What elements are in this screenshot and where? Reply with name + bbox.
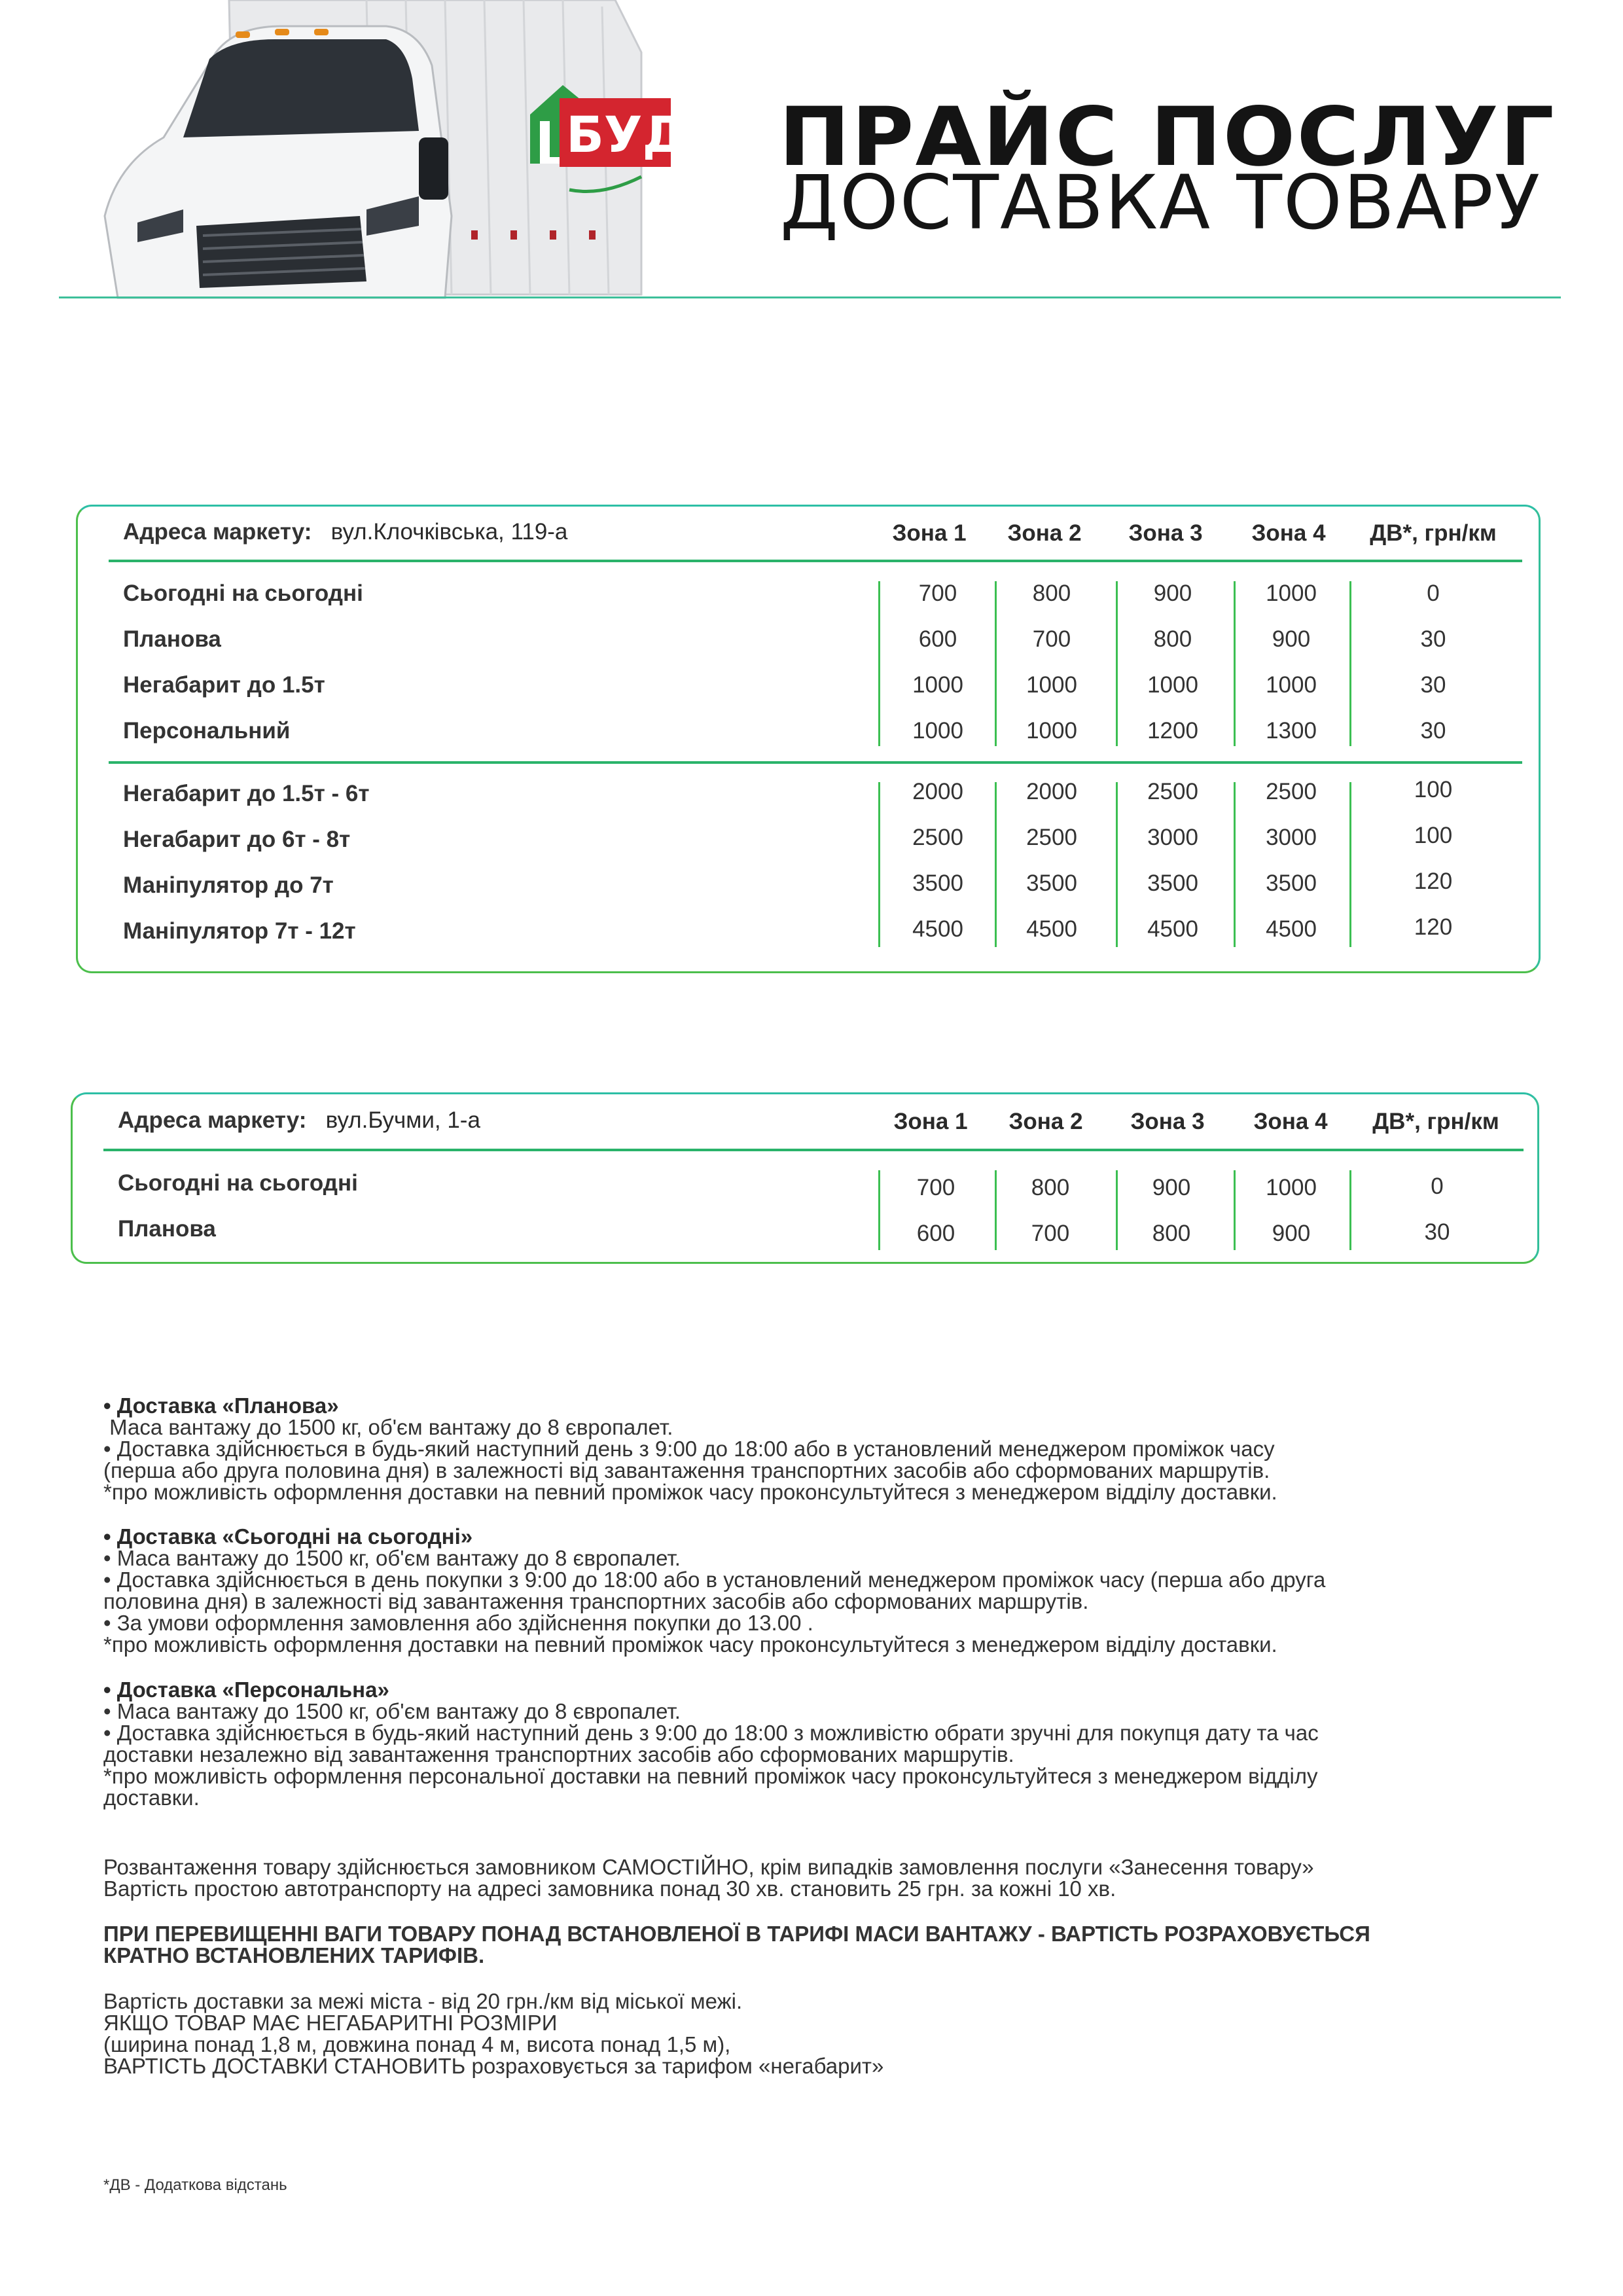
- note-overweight: [103, 1901, 1370, 1966]
- col-zone-1: Зона 1: [893, 1109, 968, 1134]
- table2-header-rule: [103, 1149, 1524, 1151]
- table-cell: 4500: [912, 916, 963, 942]
- table-cell: 4500: [1147, 916, 1198, 942]
- note-line: • Доставка здійснюється в день покупки з 9:00 до 18:00 або в установлений менеджером проміжок часу (перша або друга: [103, 1568, 1326, 1592]
- table-cell: 3000: [1147, 825, 1198, 850]
- table-cell: 3000: [1266, 825, 1317, 850]
- table-cell: 3500: [1266, 870, 1317, 896]
- note-line: (ширина понад 1,8 м, довжина понад 4 м, висота понад 1,5 м),: [103, 2032, 731, 2056]
- table1-header-rule: [109, 560, 1522, 562]
- note-line: *про можливість оформлення доставки на певний проміжок часу проконсультуйтеся з менеджером відділу доставки.: [103, 1632, 1277, 1657]
- address-label: Адреса маркету:: [123, 519, 312, 545]
- table-cell: 2500: [1026, 825, 1077, 850]
- table-cell: 100: [1414, 777, 1453, 802]
- table1-group-rule: [109, 761, 1522, 764]
- table-cell: 700: [916, 1175, 955, 1200]
- logo-text: БУД: [566, 105, 687, 164]
- note-line: ПРИ ПЕРЕВИЩЕННІ ВАГИ ТОВАРУ ПОНАД ВСТАНОВЛЕНОЇ В ТАРИФІ МАСИ ВАНТАЖУ - ВАРТІСТЬ РОЗРАХОВУЄТЬСЯ: [103, 1922, 1370, 1946]
- table-cell: 900: [1152, 1175, 1191, 1200]
- col-separator: [1349, 1170, 1351, 1250]
- address-value: вул.Бучми, 1-а: [325, 1107, 480, 1133]
- col-separator: [1234, 581, 1236, 746]
- table-cell: 1000: [1026, 672, 1077, 698]
- table-cell: 1200: [1147, 718, 1198, 744]
- address-value: вул.Клочківська, 119-а: [330, 519, 568, 545]
- table-cell: 0: [1427, 581, 1440, 606]
- note-line: ВАРТІСТЬ ДОСТАВКИ СТАНОВИТЬ розраховується за тарифом «негабарит»: [103, 2054, 884, 2078]
- table-cell: 4500: [1026, 916, 1077, 942]
- col-separator: [878, 782, 880, 947]
- note-line: • Доставка здійснюється в будь-який наступний день з 9:00 до 18:00 або в установлений менеджером проміжок часу: [103, 1437, 1275, 1461]
- table-cell: 0: [1431, 1174, 1444, 1199]
- note-line: • Доставка здійснюється в будь-який наступний день з 9:00 до 18:00 з можливістю обрати зручні для покупця дату та час: [103, 1721, 1319, 1745]
- footnote: *ДВ - Додаткова відстань: [103, 2176, 287, 2194]
- note-line: доставки незалежно від завантаження транспортних засобів або сформованих маршрутів.: [103, 1742, 1014, 1767]
- page-title: ПРАЙС ПОСЛУГ: [779, 90, 1556, 185]
- note-line: • За умови оформлення замовлення або здійснення покупки до 13.00 .: [103, 1611, 813, 1635]
- table-cell: 700: [1031, 1221, 1070, 1246]
- table-cell: 4500: [1266, 916, 1317, 942]
- table-cell: 30: [1424, 1219, 1450, 1245]
- table-cell: 30: [1420, 626, 1446, 652]
- note-line: Маса вантажу до 1500 кг, об'єм вантажу до 8 європалет.: [103, 1415, 673, 1439]
- table-row-label: Планова: [118, 1216, 216, 1242]
- col-separator: [1116, 581, 1118, 746]
- note-unloading: [103, 1835, 1314, 1899]
- note-line: Вартість простою автотранспорту на адресі замовника понад 30 хв. становить 25 грн. за кожні 10 хв.: [103, 1876, 1116, 1901]
- table-cell: 1000: [1266, 672, 1317, 698]
- note-line: • Маса вантажу до 1500 кг, об'єм вантажу до 8 європалет.: [103, 1546, 681, 1570]
- col-extra-distance: ДВ*, грн/км: [1370, 520, 1497, 546]
- col-separator: [1234, 1170, 1236, 1250]
- col-separator: [1234, 782, 1236, 947]
- note-title: • Доставка «Персональна»: [103, 1677, 389, 1702]
- table-cell: 1000: [912, 672, 963, 698]
- table-cell: 1300: [1266, 718, 1317, 744]
- table-cell: 100: [1414, 823, 1453, 848]
- col-zone-4: Зона 4: [1251, 520, 1326, 546]
- note-line: доставки.: [103, 1785, 200, 1810]
- table-cell: 600: [918, 626, 957, 652]
- col-separator: [995, 581, 997, 746]
- note-line: *про можливість оформлення персональної доставки на певний проміжок часу проконсультуйтеся з менеджером відділу: [103, 1764, 1318, 1788]
- col-zone-2: Зона 2: [1008, 1109, 1083, 1134]
- table-cell: 1000: [1266, 1175, 1317, 1200]
- price-table-klochkivska: [76, 505, 1541, 973]
- table-cell: 1000: [912, 718, 963, 744]
- page-subtitle: ДОСТАВКА ТОВАРУ: [780, 159, 1542, 246]
- table-cell: 3500: [912, 870, 963, 896]
- table-cell: 3500: [1026, 870, 1077, 896]
- table-cell: 30: [1420, 672, 1446, 698]
- col-separator: [995, 782, 997, 947]
- table-cell: 900: [1272, 626, 1311, 652]
- col-zone-1: Зона 1: [892, 520, 967, 546]
- delivery-truck-image: [79, 0, 687, 298]
- col-separator: [1116, 782, 1118, 947]
- col-zone-3: Зона 3: [1128, 520, 1203, 546]
- table-row-label: Планова: [123, 626, 221, 652]
- note-title: • Доставка «Планова»: [103, 1393, 339, 1418]
- table-row-label: Маніпулятор до 7т: [123, 872, 334, 898]
- note-line: Розвантаження товару здійснюється замовником САМОСТІЙНО, крім випадків замовлення послуги «Занесення товару»: [103, 1855, 1314, 1879]
- table-row-label: Негабарит до 1.5т - 6т: [123, 781, 370, 806]
- table-cell: 3500: [1147, 870, 1198, 896]
- col-zone-3: Зона 3: [1130, 1109, 1205, 1134]
- col-separator: [1349, 782, 1351, 947]
- note-line: *про можливість оформлення доставки на певний проміжок часу проконсультуйтеся з менеджером відділу доставки.: [103, 1480, 1277, 1504]
- table-cell: 120: [1414, 869, 1453, 894]
- table-row-label: Негабарит до 1.5т: [123, 672, 325, 698]
- table-cell: 2000: [912, 779, 963, 804]
- table-row-label: Сьогодні на сьогодні: [118, 1170, 358, 1196]
- note-same-day: [103, 1504, 1325, 1655]
- col-zone-2: Зона 2: [1007, 520, 1082, 546]
- table-cell: 2000: [1026, 779, 1077, 804]
- note-planned: [103, 1373, 1277, 1503]
- table-cell: 600: [916, 1221, 955, 1246]
- note-line: половина дня) в залежності від завантаження транспортних засобів або сформованих маршрутів.: [103, 1589, 1089, 1613]
- table-cell: 800: [1031, 1175, 1070, 1200]
- table-row-label: Сьогодні на сьогодні: [123, 581, 363, 606]
- table1-address: [123, 519, 567, 545]
- header-divider: [59, 296, 1561, 298]
- address-label: Адреса маркету:: [118, 1107, 307, 1133]
- note-line: Вартість доставки за межі міста - від 20 грн./км від міської межі.: [103, 1989, 743, 2013]
- note-line: • Маса вантажу до 1500 кг, об'єм вантажу до 8 європалет.: [103, 1699, 681, 1723]
- table-cell: 2500: [912, 825, 963, 850]
- table2-address: [118, 1107, 480, 1134]
- table-cell: 700: [918, 581, 957, 606]
- col-separator: [1116, 1170, 1118, 1250]
- col-separator: [878, 581, 880, 746]
- table-cell: 2500: [1147, 779, 1198, 804]
- table-cell: 900: [1272, 1221, 1311, 1246]
- col-zone-4: Зона 4: [1253, 1109, 1328, 1134]
- col-extra-distance: ДВ*, грн/км: [1372, 1109, 1499, 1134]
- note-line: (перша або друга половина дня) в залежності від завантаження транспортних засобів або сформованих маршрутів.: [103, 1458, 1270, 1482]
- table-cell: 800: [1153, 626, 1192, 652]
- table-cell: 800: [1032, 581, 1071, 606]
- table-row-label: Маніпулятор 7т - 12т: [123, 918, 356, 944]
- note-personal: [103, 1657, 1319, 1808]
- table-cell: 700: [1032, 626, 1071, 652]
- table-row-label: Персональний: [123, 718, 291, 744]
- note-title: • Доставка «Сьогодні на сьогодні»: [103, 1524, 473, 1549]
- col-separator: [1349, 581, 1351, 746]
- table-cell: 1000: [1147, 672, 1198, 698]
- col-separator: [995, 1170, 997, 1250]
- col-separator: [878, 1170, 880, 1250]
- table-cell: 30: [1420, 718, 1446, 744]
- note-line: КРАТНО ВСТАНОВЛЕНИХ ТАРИФІВ.: [103, 1943, 485, 1967]
- table-cell: 1000: [1266, 581, 1317, 606]
- table-cell: 900: [1153, 581, 1192, 606]
- table-cell: 800: [1152, 1221, 1191, 1246]
- note-line: ЯКЩО ТОВАР МАЄ НЕГАБАРИТНІ РОЗМІРИ: [103, 2011, 558, 2035]
- table-row-label: Негабарит до 6т - 8т: [123, 827, 351, 852]
- table-cell: 120: [1414, 914, 1453, 940]
- table-cell: 2500: [1266, 779, 1317, 804]
- table-cell: 1000: [1026, 718, 1077, 744]
- note-outside-city: [103, 1969, 883, 2077]
